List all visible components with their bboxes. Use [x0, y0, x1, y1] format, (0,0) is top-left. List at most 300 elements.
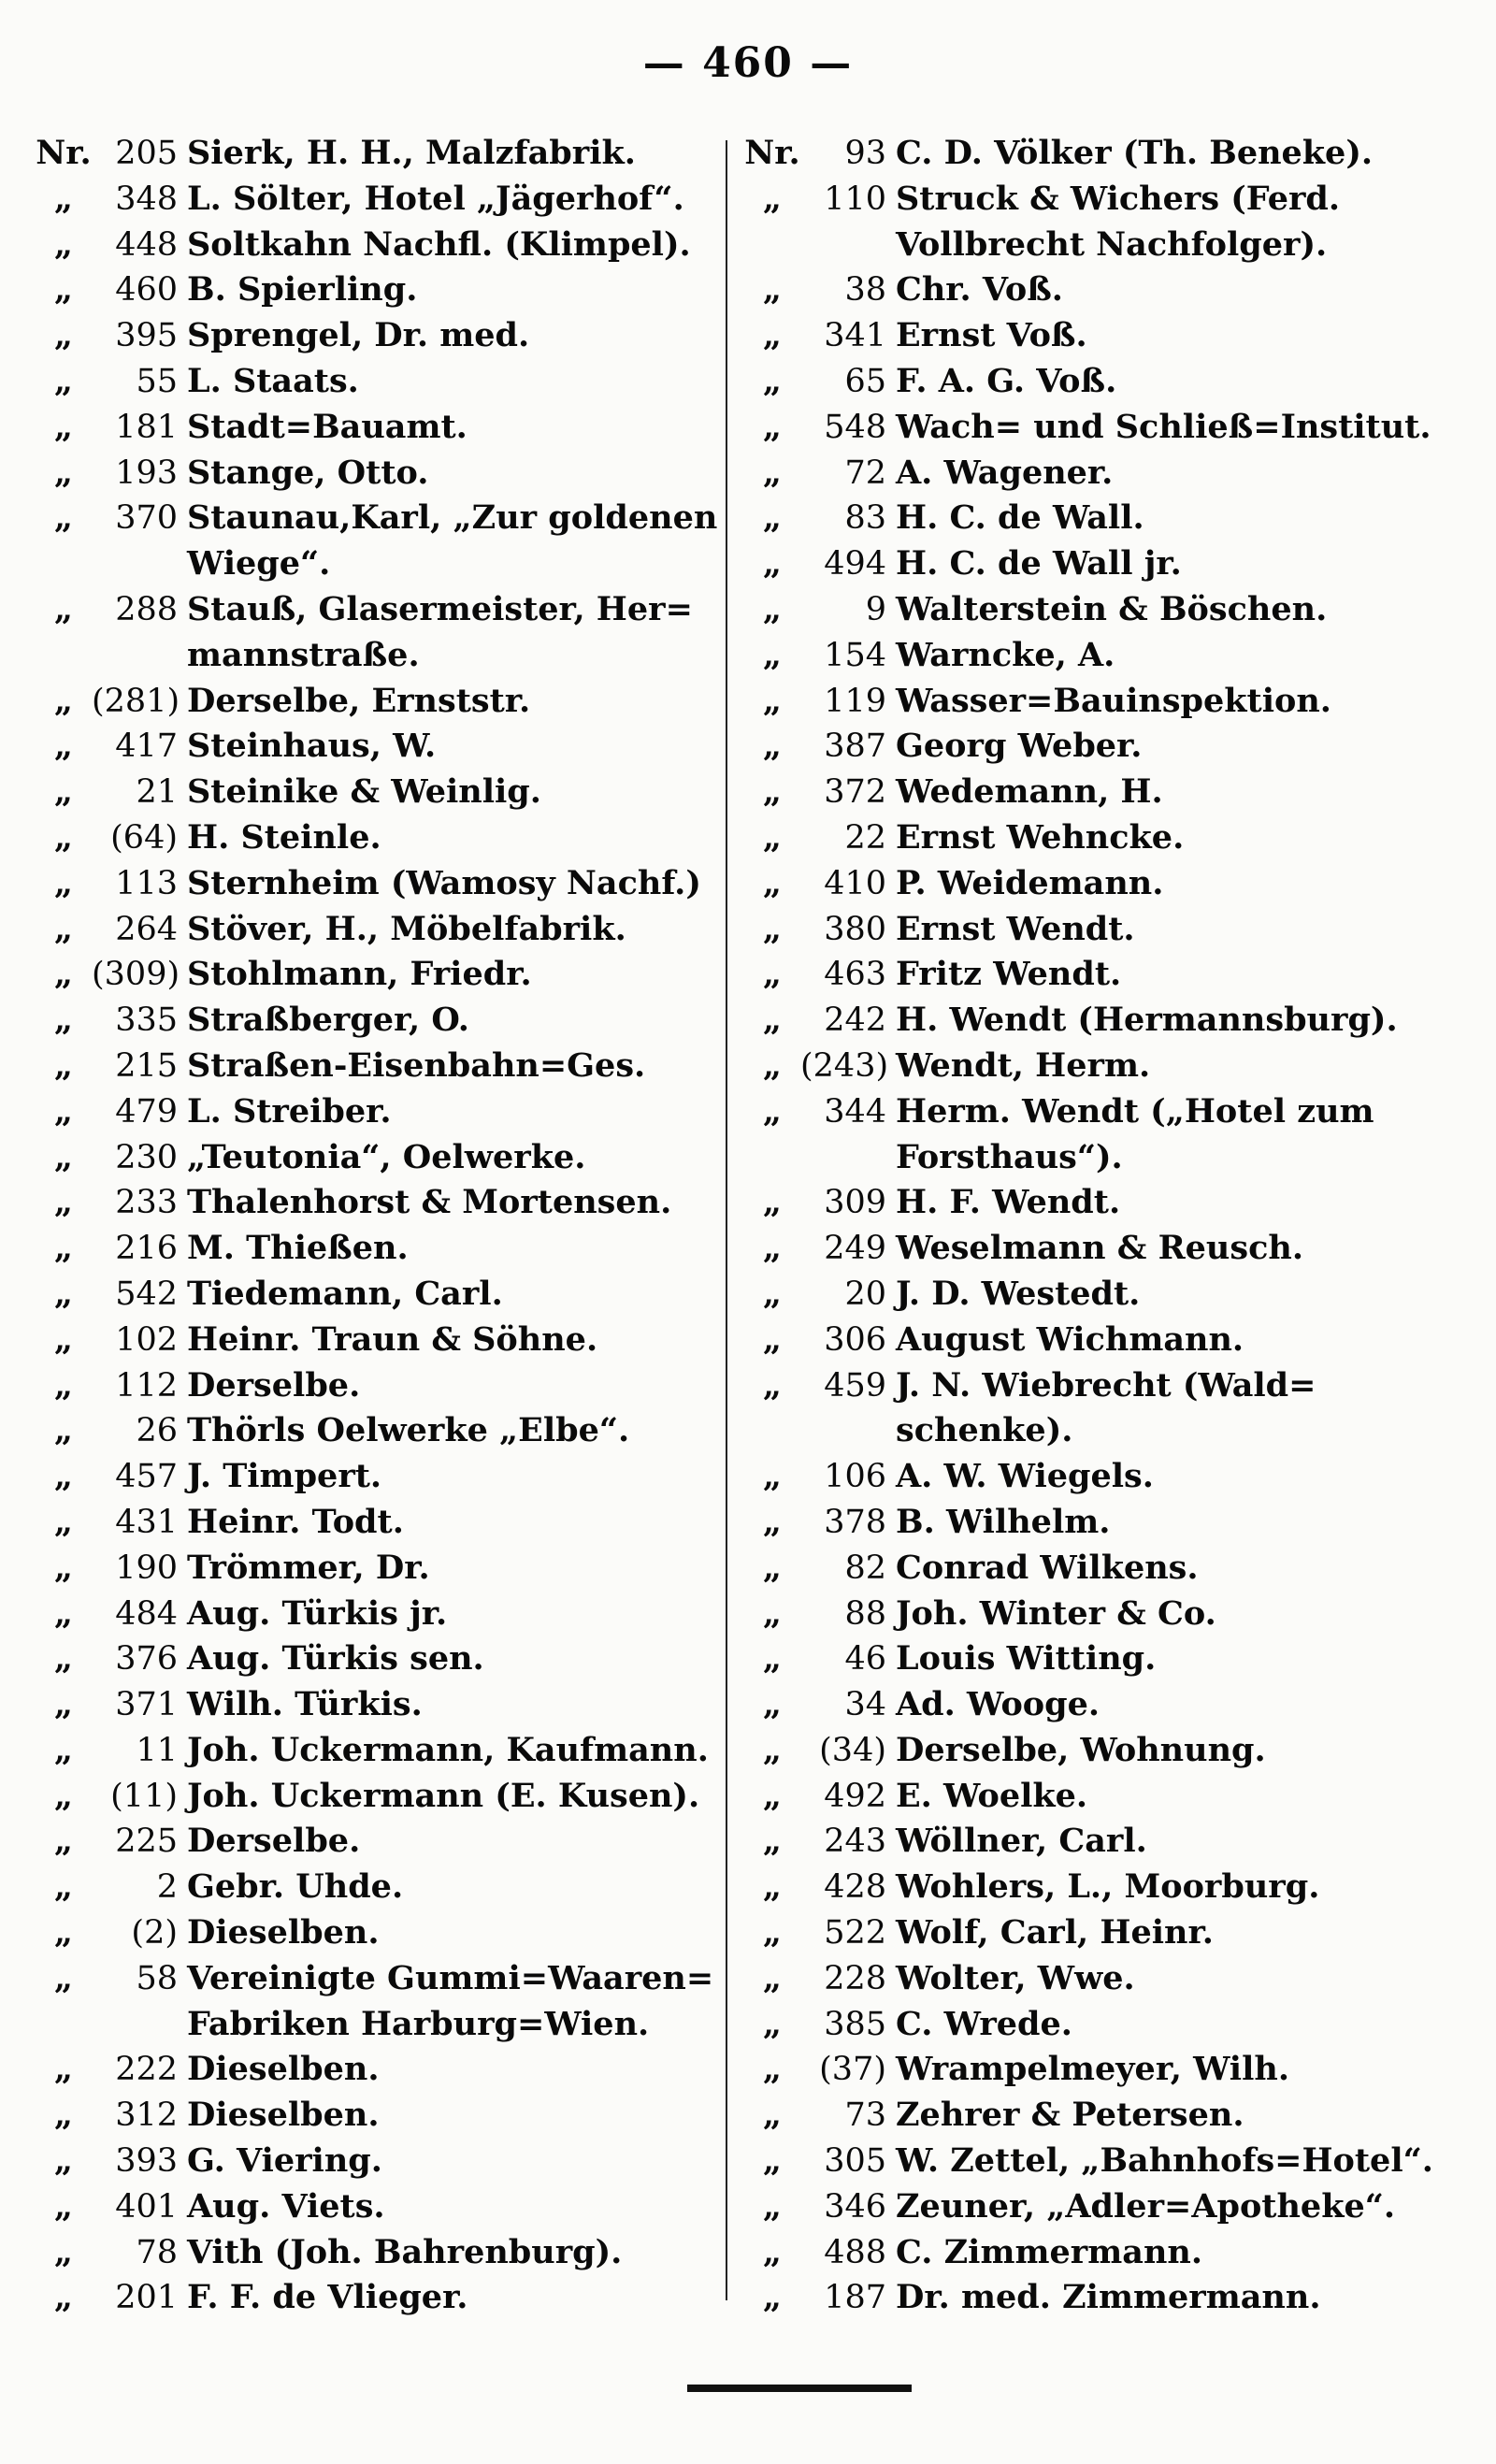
- entry-name: Sprengel, Dr. med.: [187, 316, 530, 355]
- footer-rule: [687, 2385, 912, 2392]
- entry-number: 378: [824, 1503, 886, 1541]
- entry-number: 154: [824, 636, 886, 674]
- entry-name: Ernst Voß.: [896, 316, 1087, 355]
- entry-line: [36, 313, 718, 359]
- entry-line: [36, 2184, 718, 2230]
- entry-prefix: „: [762, 1319, 783, 1359]
- entry-number: 494: [824, 545, 886, 584]
- entry-name: Wohlers, L., Moorburg.: [896, 1867, 1320, 1907]
- entry-line: [36, 1910, 718, 1956]
- directory-entry: [36, 679, 718, 725]
- entry-line: [36, 1135, 718, 1181]
- entry-prefix: „: [53, 1685, 74, 1724]
- entry-prefix: Nr.: [744, 134, 800, 172]
- directory-entry: [744, 496, 1464, 541]
- directory-entry: [744, 907, 1464, 953]
- entry-continuation: mannstraße.: [187, 635, 420, 674]
- entry-number: 38: [844, 271, 886, 310]
- entry-line: [744, 1819, 1464, 1865]
- entry-prefix: „: [762, 909, 783, 948]
- entry-name: M. Thießen.: [187, 1229, 409, 1268]
- entry-number: 306: [824, 1320, 886, 1359]
- entry-line: [36, 1272, 718, 1318]
- entry-number: 58: [136, 1959, 178, 1997]
- left-column: [36, 131, 718, 2321]
- directory-entry: [744, 359, 1464, 405]
- directory-entry: [744, 2002, 1464, 2048]
- directory-entry: [36, 1592, 718, 1637]
- entry-number: 410: [824, 864, 886, 902]
- entry-number: 222: [115, 2051, 178, 2089]
- entry-prefix: Nr.: [36, 134, 92, 172]
- entry-prefix: „: [53, 316, 74, 355]
- entry-number: 344: [824, 1092, 886, 1131]
- entry-line: [744, 952, 1464, 998]
- entry-number: 55: [136, 362, 178, 400]
- entry-number: 83: [844, 499, 886, 538]
- entry-line: [36, 2139, 718, 2184]
- entry-prefix: „: [53, 1045, 74, 1085]
- entry-prefix: „: [762, 316, 783, 355]
- entry-name: Herm. Wendt („Hotel zum: [896, 1091, 1374, 1131]
- entry-number: 242: [824, 1001, 886, 1040]
- directory-entry: [744, 587, 1464, 633]
- entry-number: 370: [115, 499, 178, 538]
- entry-number: 346: [824, 2187, 886, 2226]
- entry-line: [36, 496, 718, 541]
- entry-name: Georg Weber.: [896, 727, 1143, 766]
- entry-prefix: „: [762, 727, 783, 766]
- entry-prefix: „: [762, 1685, 783, 1724]
- directory-entry: [36, 1044, 718, 1089]
- entry-prefix: „: [53, 1776, 74, 1815]
- entry-name: Stange, Otto.: [187, 453, 429, 492]
- directory-entry: [36, 587, 718, 679]
- entry-name: Joh. Uckermann, Kaufmann.: [187, 1730, 709, 1769]
- directory-entry: [36, 770, 718, 815]
- entry-line: [36, 177, 718, 223]
- entry-prefix: „: [762, 1639, 783, 1679]
- entry-line: [744, 2047, 1464, 2093]
- entry-number: 215: [115, 1046, 178, 1085]
- directory-entry: [744, 451, 1464, 497]
- entry-name: Soltkahn Nachfl. (Klimpel).: [187, 224, 691, 264]
- entry-number: 20: [844, 1275, 886, 1313]
- entry-prefix: „: [762, 955, 783, 994]
- entry-prefix: „: [762, 1001, 783, 1040]
- entry-name: Louis Witting.: [896, 1639, 1157, 1679]
- entry-number: 181: [115, 408, 178, 446]
- directory-entry: [36, 2093, 718, 2139]
- directory-entry: [744, 405, 1464, 451]
- entry-number: 393: [115, 2142, 178, 2181]
- entry-name: Ad. Wooge.: [896, 1685, 1100, 1724]
- directory-entry: [744, 1636, 1464, 1682]
- entry-prefix: „: [762, 2232, 783, 2271]
- entry-continuation: schenke).: [896, 1411, 1073, 1450]
- entry-number: 288: [115, 590, 178, 628]
- entry-name: Ernst Wehncke.: [896, 817, 1185, 857]
- entry-line: [744, 1956, 1464, 2002]
- entry-continuation: Vollbrecht Nachfolger).: [896, 224, 1328, 264]
- entry-prefix: „: [762, 1822, 783, 1861]
- directory-entry: [36, 1135, 718, 1181]
- directory-entry: [36, 313, 718, 359]
- entry-name: L. Staats.: [187, 361, 359, 400]
- entry-line: [744, 770, 1464, 815]
- entry-name: Thalenhorst & Mortensen.: [187, 1183, 672, 1222]
- entry-line: [36, 1454, 718, 1500]
- entry-prefix: „: [53, 1229, 74, 1268]
- entry-prefix: „: [762, 407, 783, 446]
- entry-name: Vereinigte Gummi=Waaren=: [187, 1958, 714, 1997]
- entry-prefix: „: [53, 1457, 74, 1496]
- entry-name: Warncke, A.: [896, 635, 1115, 674]
- directory-entry: [36, 861, 718, 907]
- directory-entry: [744, 1363, 1464, 1455]
- entry-line: [744, 1454, 1464, 1500]
- entry-prefix: „: [53, 1593, 74, 1633]
- entry-number: (243): [800, 1046, 889, 1085]
- entry-line: [36, 223, 718, 268]
- entry-prefix: „: [762, 1502, 783, 1541]
- entry-prefix: „: [762, 1730, 783, 1769]
- entry-line: [744, 1180, 1464, 1226]
- entry-number: 542: [115, 1275, 178, 1313]
- entry-name: Zeuner, „Adler=Apotheke“.: [896, 2186, 1396, 2226]
- entry-name: Walterstein & Böschen.: [896, 589, 1328, 628]
- entry-prefix: „: [53, 1958, 74, 1997]
- entry-line: [744, 1363, 1464, 1409]
- entry-prefix: „: [53, 179, 74, 218]
- entry-name: Derselbe, Wohnung.: [896, 1730, 1266, 1769]
- entry-number: 22: [844, 818, 886, 857]
- directory-entry: [36, 1318, 718, 1363]
- entry-prefix: „: [762, 681, 783, 720]
- entry-name: Wöllner, Carl.: [896, 1822, 1147, 1861]
- entry-name: Wrampelmeyer, Wilh.: [896, 2050, 1290, 2089]
- directory-entry: [744, 1180, 1464, 1226]
- entry-line: [744, 405, 1464, 451]
- entry-line: [36, 1636, 718, 1682]
- entry-number: 11: [136, 1731, 178, 1769]
- entry-number: (34): [819, 1731, 886, 1769]
- entry-name: Derselbe, Ernststr.: [187, 681, 531, 720]
- entry-number: 380: [824, 910, 886, 948]
- entry-line: [36, 587, 718, 633]
- directory-entry: [36, 907, 718, 953]
- entry-number: 46: [844, 1640, 886, 1679]
- directory-entry: [744, 998, 1464, 1044]
- directory-entry: [744, 2275, 1464, 2321]
- directory-entry: [36, 2275, 718, 2321]
- entry-continuation: Forsthaus“).: [896, 1137, 1123, 1176]
- entry-line: [36, 861, 718, 907]
- entry-number: 395: [115, 317, 178, 355]
- entry-line: [744, 451, 1464, 497]
- entry-name: Dieselben.: [187, 2050, 380, 2089]
- directory-entry: [36, 1956, 718, 2048]
- entry-name: E. Woelke.: [896, 1776, 1088, 1815]
- entry-name: Gebr. Uhde.: [187, 1867, 404, 1907]
- entry-number: 312: [115, 2097, 178, 2135]
- entry-prefix: „: [53, 1411, 74, 1450]
- entry-number: 187: [824, 2279, 886, 2317]
- entry-prefix: „: [762, 1365, 783, 1405]
- directory-entry: [744, 724, 1464, 770]
- entry-number: 522: [824, 1914, 886, 1952]
- entry-number: 82: [844, 1549, 886, 1587]
- entry-name: H. Wendt (Hermannsburg).: [896, 1001, 1398, 1040]
- entry-line: [744, 267, 1464, 313]
- entry-prefix: „: [53, 955, 74, 994]
- entry-line: [744, 861, 1464, 907]
- entry-name: Derselbe.: [187, 1365, 361, 1405]
- entry-name: Stadt=Bauamt.: [187, 407, 468, 446]
- entry-prefix: „: [53, 1137, 74, 1176]
- entry-name: Sternheim (Wamosy Nachf.): [187, 863, 701, 902]
- entry-number: 225: [115, 1823, 178, 1861]
- entry-line: [744, 2002, 1464, 2048]
- entry-number: 93: [844, 135, 886, 172]
- directory-entry: [744, 1910, 1464, 1956]
- entry-number: 264: [115, 910, 178, 948]
- entry-number: 112: [115, 1366, 178, 1405]
- entry-name: C. Zimmermann.: [896, 2232, 1203, 2271]
- entry-prefix: „: [762, 1958, 783, 1997]
- entry-name: Fritz Wendt.: [896, 955, 1122, 994]
- entry-prefix: „: [762, 2278, 783, 2317]
- directory-entry: [744, 1318, 1464, 1363]
- directory-entry: [744, 633, 1464, 679]
- entry-number: 34: [844, 1686, 886, 1724]
- entry-line: [744, 1774, 1464, 1820]
- entry-name: B. Spierling.: [187, 270, 418, 310]
- entry-prefix: „: [762, 2096, 783, 2135]
- entry-prefix: „: [762, 817, 783, 857]
- entry-number: 463: [824, 956, 886, 994]
- directory-entry: [744, 815, 1464, 861]
- entry-number: 479: [115, 1092, 178, 1131]
- directory-entry: [36, 1089, 718, 1135]
- entry-name: Aug. Viets.: [187, 2186, 385, 2226]
- entry-number: 492: [824, 1777, 886, 1815]
- directory-entry: [36, 359, 718, 405]
- entry-line: [36, 679, 718, 725]
- entry-number: 309: [824, 1184, 886, 1222]
- entry-number: 548: [824, 408, 886, 446]
- entry-line: [744, 496, 1464, 541]
- directory-entry: [36, 267, 718, 313]
- entry-name: W. Zettel, „Bahnhofs=Hotel“.: [896, 2141, 1433, 2181]
- entry-prefix: „: [53, 1822, 74, 1861]
- entry-line: [36, 1592, 718, 1637]
- entry-name: C. Wrede.: [896, 2004, 1072, 2043]
- entry-line: [744, 1546, 1464, 1592]
- entry-name: B. Wilhelm.: [896, 1502, 1111, 1541]
- entry-number: 205: [115, 135, 178, 172]
- entry-name: Dieselben.: [187, 1913, 380, 1952]
- entry-prefix: „: [53, 453, 74, 492]
- entry-prefix: „: [53, 2278, 74, 2317]
- entry-line: [744, 679, 1464, 725]
- entry-prefix: „: [762, 2141, 783, 2181]
- entry-prefix: „: [53, 361, 74, 400]
- entry-name: A. Wagener.: [896, 453, 1114, 492]
- entry-prefix: „: [53, 2186, 74, 2226]
- entry-line: [744, 2275, 1464, 2321]
- entry-prefix: „: [762, 1229, 783, 1268]
- entry-name: Wendt, Herm.: [896, 1045, 1151, 1085]
- entry-prefix: „: [53, 1548, 74, 1587]
- entry-line: [36, 998, 718, 1044]
- entry-prefix: „: [762, 1867, 783, 1907]
- entry-line: [36, 1044, 718, 1089]
- entry-number: (37): [819, 2051, 886, 2089]
- entry-number: (2): [131, 1914, 178, 1952]
- entry-line: [36, 405, 718, 451]
- entry-line: [36, 1682, 718, 1728]
- directory-entry: [744, 2047, 1464, 2093]
- entry-name: Vith (Joh. Bahrenburg).: [187, 2232, 623, 2271]
- directory-entry: [36, 1180, 718, 1226]
- entry-number: 385: [824, 2005, 886, 2043]
- entry-line: [744, 313, 1464, 359]
- entry-number: 26: [136, 1412, 178, 1450]
- entry-line: [744, 1226, 1464, 1272]
- directory-entry: [36, 815, 718, 861]
- directory-entry: [36, 177, 718, 223]
- entry-name: J. Timpert.: [187, 1457, 382, 1496]
- entry-prefix: „: [53, 1913, 74, 1952]
- directory-entry: [744, 1454, 1464, 1500]
- entry-line: [36, 2047, 718, 2093]
- directory-entry: [744, 541, 1464, 587]
- entry-line: [744, 1910, 1464, 1956]
- entry-prefix: „: [762, 1593, 783, 1633]
- entry-line: [36, 1318, 718, 1363]
- directory-entry: [36, 1774, 718, 1820]
- entry-number: 73: [844, 2097, 886, 2135]
- entry-prefix: „: [53, 1319, 74, 1359]
- entry-number: 459: [824, 1366, 886, 1405]
- entry-number: 2: [156, 1868, 178, 1907]
- directory-entry: [744, 177, 1464, 268]
- entry-prefix: „: [53, 224, 74, 264]
- entry-name: H. C. de Wall.: [896, 498, 1144, 538]
- entry-line: [36, 131, 718, 177]
- entry-prefix: „: [762, 2186, 783, 2226]
- entry-line: [36, 1546, 718, 1592]
- entry-number: 228: [824, 1959, 886, 1997]
- entry-line: [744, 359, 1464, 405]
- entry-name: Dr. med. Zimmermann.: [896, 2278, 1321, 2317]
- entry-name: A. W. Wiegels.: [896, 1457, 1154, 1496]
- entry-prefix: „: [53, 2050, 74, 2089]
- entry-line: [36, 1728, 718, 1774]
- entry-name: Steinike & Weinlig.: [187, 772, 541, 812]
- entry-line: [744, 1044, 1464, 1089]
- entry-prefix: „: [53, 407, 74, 446]
- entry-line: [36, 1819, 718, 1865]
- entry-prefix: „: [762, 1913, 783, 1952]
- entry-line: [744, 1592, 1464, 1637]
- directory-entry: [36, 952, 718, 998]
- entry-prefix: „: [762, 772, 783, 812]
- entry-prefix: „: [53, 1502, 74, 1541]
- entry-prefix: „: [53, 909, 74, 948]
- entry-line: [744, 1272, 1464, 1318]
- entry-line: [744, 998, 1464, 1044]
- entry-number: 243: [824, 1823, 886, 1861]
- directory-entry: [744, 1682, 1464, 1728]
- directory-entry: [744, 2230, 1464, 2276]
- entry-name: Wolter, Wwe.: [896, 1958, 1135, 1997]
- entry-prefix: „: [53, 1639, 74, 1679]
- entry-prefix: „: [53, 589, 74, 628]
- entry-number: 201: [115, 2279, 178, 2317]
- directory-entry: [744, 2139, 1464, 2184]
- entry-number: 488: [824, 2233, 886, 2271]
- entry-prefix: „: [53, 1730, 74, 1769]
- entry-name: Derselbe.: [187, 1822, 361, 1861]
- entry-line: [744, 633, 1464, 679]
- entry-name: Heinr. Todt.: [187, 1502, 404, 1541]
- directory-entry: [36, 405, 718, 451]
- directory-entry: [36, 1682, 718, 1728]
- entry-line: [36, 770, 718, 815]
- entry-number: 460: [115, 271, 178, 310]
- directory-entry: [36, 2184, 718, 2230]
- entry-prefix: „: [53, 498, 74, 538]
- entry-prefix: „: [762, 1274, 783, 1313]
- directory-entry: [744, 1272, 1464, 1318]
- entry-name: Heinr. Traun & Söhne.: [187, 1319, 598, 1359]
- entry-name: Wedemann, H.: [896, 772, 1163, 812]
- entry-name: Wach= und Schließ=Institut.: [896, 407, 1431, 446]
- entry-name: Joh. Winter & Co.: [896, 1593, 1216, 1633]
- entry-line: [744, 541, 1464, 587]
- entry-line: [36, 1089, 718, 1135]
- entry-prefix: „: [53, 2232, 74, 2271]
- entry-name: Tiedemann, Carl.: [187, 1274, 503, 1313]
- entry-number: 372: [824, 773, 886, 812]
- entry-name: Trömmer, Dr.: [187, 1548, 430, 1587]
- entry-name: Stauß, Glasermeister, Her=: [187, 589, 693, 628]
- entry-number: 113: [115, 864, 178, 902]
- directory-entry: [36, 1272, 718, 1318]
- page-number: — 460 —: [642, 39, 854, 87]
- directory-entry: [744, 2184, 1464, 2230]
- entry-number: 119: [824, 682, 886, 720]
- directory-entry: [36, 1546, 718, 1592]
- directory-entry: [744, 2093, 1464, 2139]
- entry-name: F. F. de Vlieger.: [187, 2278, 468, 2317]
- entry-number: 193: [115, 454, 178, 492]
- entry-line: [36, 1180, 718, 1226]
- entry-prefix: „: [762, 498, 783, 538]
- entry-line: [36, 815, 718, 861]
- entry-line: [36, 724, 718, 770]
- entry-prefix: „: [762, 2050, 783, 2089]
- directory-entry: [36, 223, 718, 268]
- entry-number: 431: [115, 1503, 178, 1541]
- entry-prefix: „: [53, 727, 74, 766]
- entry-number: 249: [824, 1230, 886, 1268]
- directory-entry: [36, 1728, 718, 1774]
- directory-entry: [36, 1636, 718, 1682]
- directory-entry: [36, 998, 718, 1044]
